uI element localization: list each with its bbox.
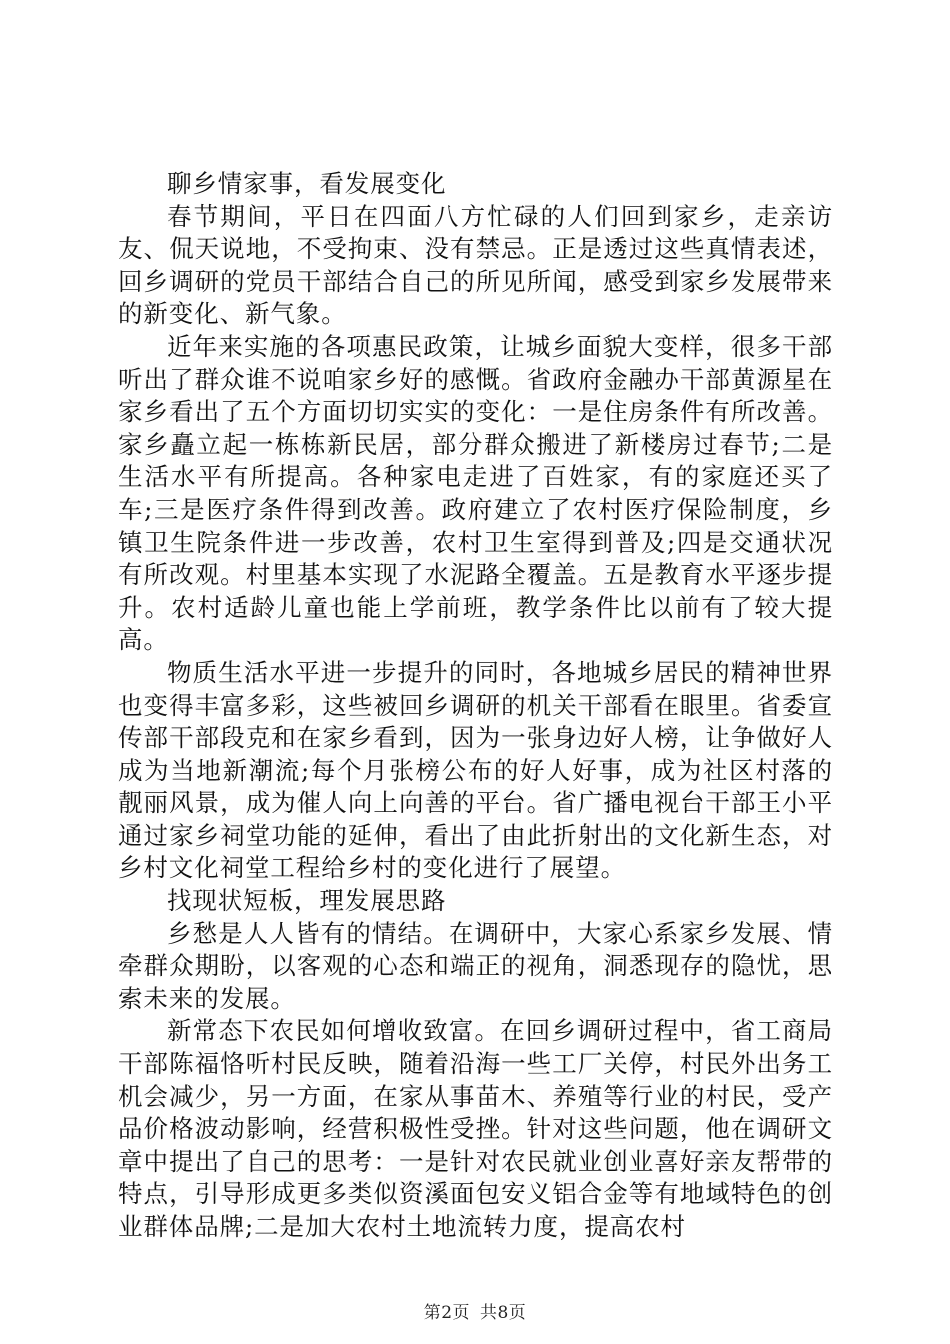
paragraph: 物质生活水平进一步提升的同时，各地城乡居民的精神世界也变得丰富多彩，这些被回乡调研的机关干部看在眼里。省委宣传部干部段克和在家乡看到，因为一张身边好人榜，让争做好人成为当地新潮流;每个月张榜公布的好人好事，成为社区村落的靓丽风景，成为催人向上向善的平台。省广播电视台干部王小平通过家乡祠堂功能的延伸，看出了由此折射出的文化新生态，对乡村文化祠堂工程给乡村的变化进行了展望。 (118, 657, 833, 883)
section-heading: 找现状短板，理发展思路 (167, 886, 447, 916)
paragraph: 乡愁是人人皆有的情结。在调研中，大家心系家乡发展、情牵群众期盼，以客观的心态和端正的视角，洞悉现存的隐忧，思索未来的发展。 (118, 918, 833, 1013)
page-footer (0, 1298, 950, 1323)
document-body (118, 168, 833, 1244)
section-heading: 聊乡情家事，看发展变化 (167, 169, 447, 198)
paragraph: 新常态下农民如何增收致富。在回乡调研过程中，省工商局干部陈福恪听村民反映，随着沿海一些工厂关停，村民外出务工机会减少，另一方面，在家从事苗木、养殖等行业的村民，受产品价格波动影响，经营积极性受挫。针对这些问题，他在调研文章中提出了自己的思考：一是针对农民就业创业喜好亲友帮带的特点，引导形成更多类似资溪面包安义铝合金等有地域特色的创业群体品牌;二是加大农村土地流转力度，提高农村 (118, 1016, 833, 1241)
paragraph: 春节期间，平日在四面八方忙碌的人们回到家乡，走亲访友、侃天说地，不受拘束、没有禁忌。正是透过这些真情表述，回乡调研的党员干部结合自己的所见所闻，感受到家乡发展带来的新变化、新气象。 (118, 201, 833, 329)
page-total: 共8页 (479, 1303, 527, 1323)
page-number: 第2页 (423, 1303, 471, 1323)
paragraph: 近年来实施的各项惠民政策，让城乡面貌大变样，很多干部听出了群众谁不说咱家乡好的感慨。省政府金融办干部黄源星在家乡看出了五个方面切切实实的变化：一是住房条件有所改善。家乡矗立起一栋栋新民居，部分群众搬进了新楼房过春节;二是生活水平有所提高。各种家电走进了百姓家，有的家庭还买了车;三是医疗条件得到改善。政府建立了农村医疗保险制度，乡镇卫生院条件进一步改善，农村卫生室得到普及;四是交通状况有所改观。村里基本实现了水泥路全覆盖。五是教育水平逐步提升。农村适龄儿童也能上学前班，教学条件比以前有了较大提高。 (118, 331, 833, 655)
